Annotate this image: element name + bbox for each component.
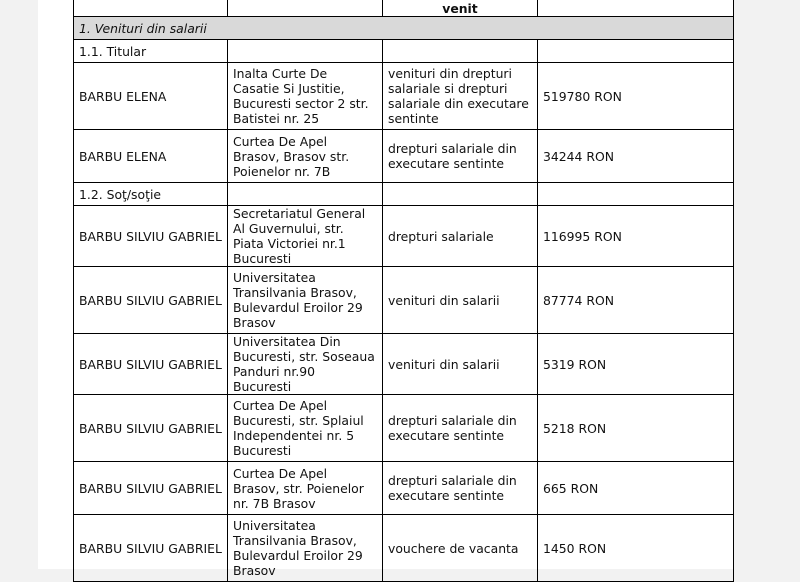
service-cell: venituri din salarii xyxy=(383,334,538,395)
header-cell xyxy=(538,0,734,17)
name-cell: BARBU ELENA xyxy=(74,63,228,130)
amount-cell: 5319 RON xyxy=(538,334,734,395)
service-cell: venituri din drepturi salariale si drepturi salariale din executare sentinte xyxy=(383,63,538,130)
amount-cell: 87774 RON xyxy=(538,267,734,334)
table-row xyxy=(74,267,734,334)
service-cell: vouchere de vacanta xyxy=(383,515,538,582)
name-cell: BARBU SILVIU GABRIEL xyxy=(74,395,228,462)
section-title: 1. Venituri din salarii xyxy=(74,17,734,40)
group-title: 1.1. Titular xyxy=(74,40,228,63)
source-cell: Curtea De Apel Bucuresti, str. Splaiul Independentei nr. 5 Bucuresti xyxy=(228,395,383,462)
name-cell: BARBU SILVIU GABRIEL xyxy=(74,334,228,395)
source-cell: Universitatea Transilvania Brasov, Bulevardul Eroilor 29 Brasov xyxy=(228,515,383,582)
service-cell: drepturi salariale din executare sentinte xyxy=(383,462,538,515)
section-row xyxy=(74,17,734,40)
table-row xyxy=(74,462,734,515)
table-header-row xyxy=(74,0,734,17)
table-row xyxy=(74,63,734,130)
service-cell: drepturi salariale din executare sentinte xyxy=(383,395,538,462)
amount-cell: 5218 RON xyxy=(538,395,734,462)
group-title: 1.2. Soţ/soţie xyxy=(74,183,228,206)
name-cell: BARBU SILVIU GABRIEL xyxy=(74,206,228,267)
amount-cell: 665 RON xyxy=(538,462,734,515)
service-cell: venituri din salarii xyxy=(383,267,538,334)
income-table xyxy=(73,0,734,582)
amount-cell: 1450 RON xyxy=(538,515,734,582)
amount-cell: 34244 RON xyxy=(538,130,734,183)
service-cell: drepturi salariale xyxy=(383,206,538,267)
source-cell: Universitatea Transilvania Brasov, Bulevardul Eroilor 29 Brasov xyxy=(228,267,383,334)
table-row xyxy=(74,130,734,183)
name-cell: BARBU ELENA xyxy=(74,130,228,183)
table-row xyxy=(74,515,734,582)
header-cell xyxy=(74,0,228,17)
name-cell: BARBU SILVIU GABRIEL xyxy=(74,267,228,334)
header-cell: venit xyxy=(383,0,538,17)
name-cell: BARBU SILVIU GABRIEL xyxy=(74,462,228,515)
group-row xyxy=(74,183,734,206)
table-row xyxy=(74,395,734,462)
header-cell xyxy=(228,0,383,17)
document-page xyxy=(38,0,734,578)
table-row xyxy=(74,334,734,395)
group-row xyxy=(74,40,734,63)
table-row xyxy=(74,206,734,267)
service-cell: drepturi salariale din executare sentinte xyxy=(383,130,538,183)
source-cell: Inalta Curte De Casatie Si Justitie, Bucuresti sector 2 str. Batistei nr. 25 xyxy=(228,63,383,130)
name-cell: BARBU SILVIU GABRIEL xyxy=(74,515,228,582)
source-cell: Universitatea Din Bucuresti, str. Soseaua Panduri nr.90 Bucuresti xyxy=(228,334,383,395)
source-cell: Curtea De Apel Brasov, Brasov str. Poienelor nr. 7B xyxy=(228,130,383,183)
amount-cell: 519780 RON xyxy=(538,63,734,130)
source-cell: Secretariatul General Al Guvernului, str. Piata Victoriei nr.1 Bucuresti xyxy=(228,206,383,267)
source-cell: Curtea De Apel Brasov, str. Poienelor nr. 7B Brasov xyxy=(228,462,383,515)
amount-cell: 116995 RON xyxy=(538,206,734,267)
